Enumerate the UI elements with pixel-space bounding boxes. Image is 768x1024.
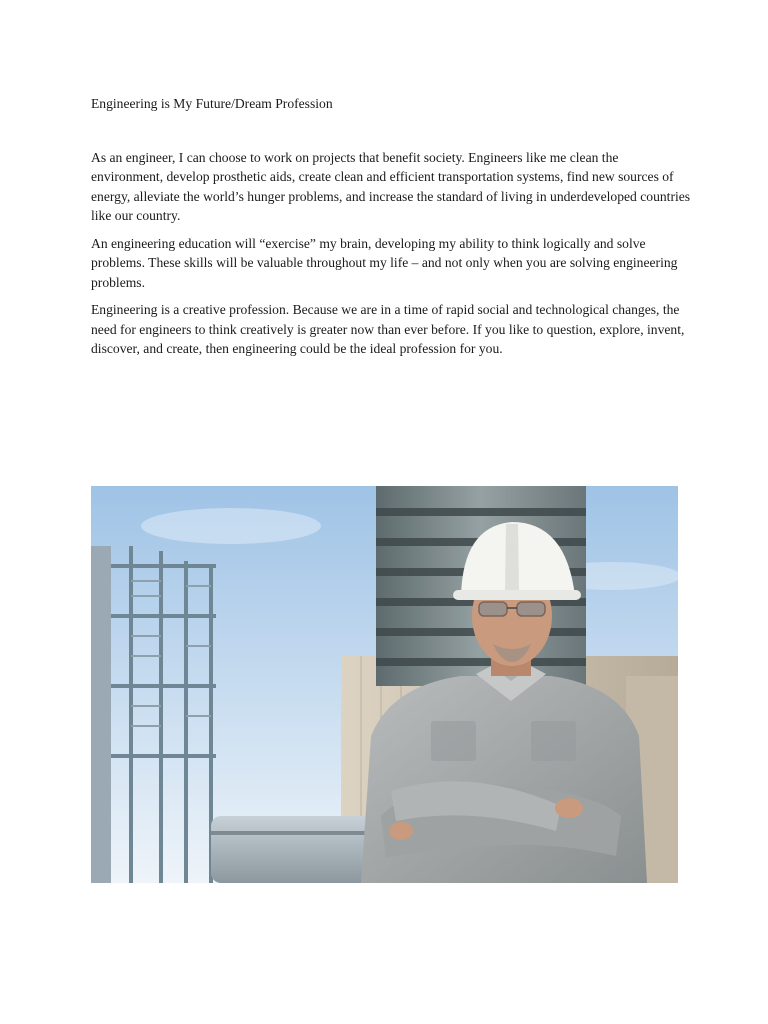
paragraph-2: An engineering education will “exercise” my brain, developing my ability to think logically and solve problems. These skills will be valuable throughout my life – and not only when you are solving engineering problems. — [91, 235, 678, 290]
engineer-photo-illustration — [91, 486, 678, 883]
document-body — [91, 94, 691, 367]
paragraph-3: Engineering is a creative profession. Because we are in a time of rapid social and technological changes, the need for engineers to think creatively is greater now than ever before. If you like to question, explore, invent, discover, and create, then engineering could be the ideal profession for you. — [91, 302, 685, 356]
document-title: Engineering is My Future/Dream Profession — [91, 96, 333, 111]
paragraph-1: As an engineer, I can choose to work on projects that benefit society. Engineers like me clean the environment, develop prosthetic aids, create clean and efficient transportation systems, find new sources of energy, alleviate the world’s hunger problems, and increase the standard of living in underdeveloped countries like our country. — [91, 149, 691, 223]
engineer-photo — [91, 486, 678, 883]
